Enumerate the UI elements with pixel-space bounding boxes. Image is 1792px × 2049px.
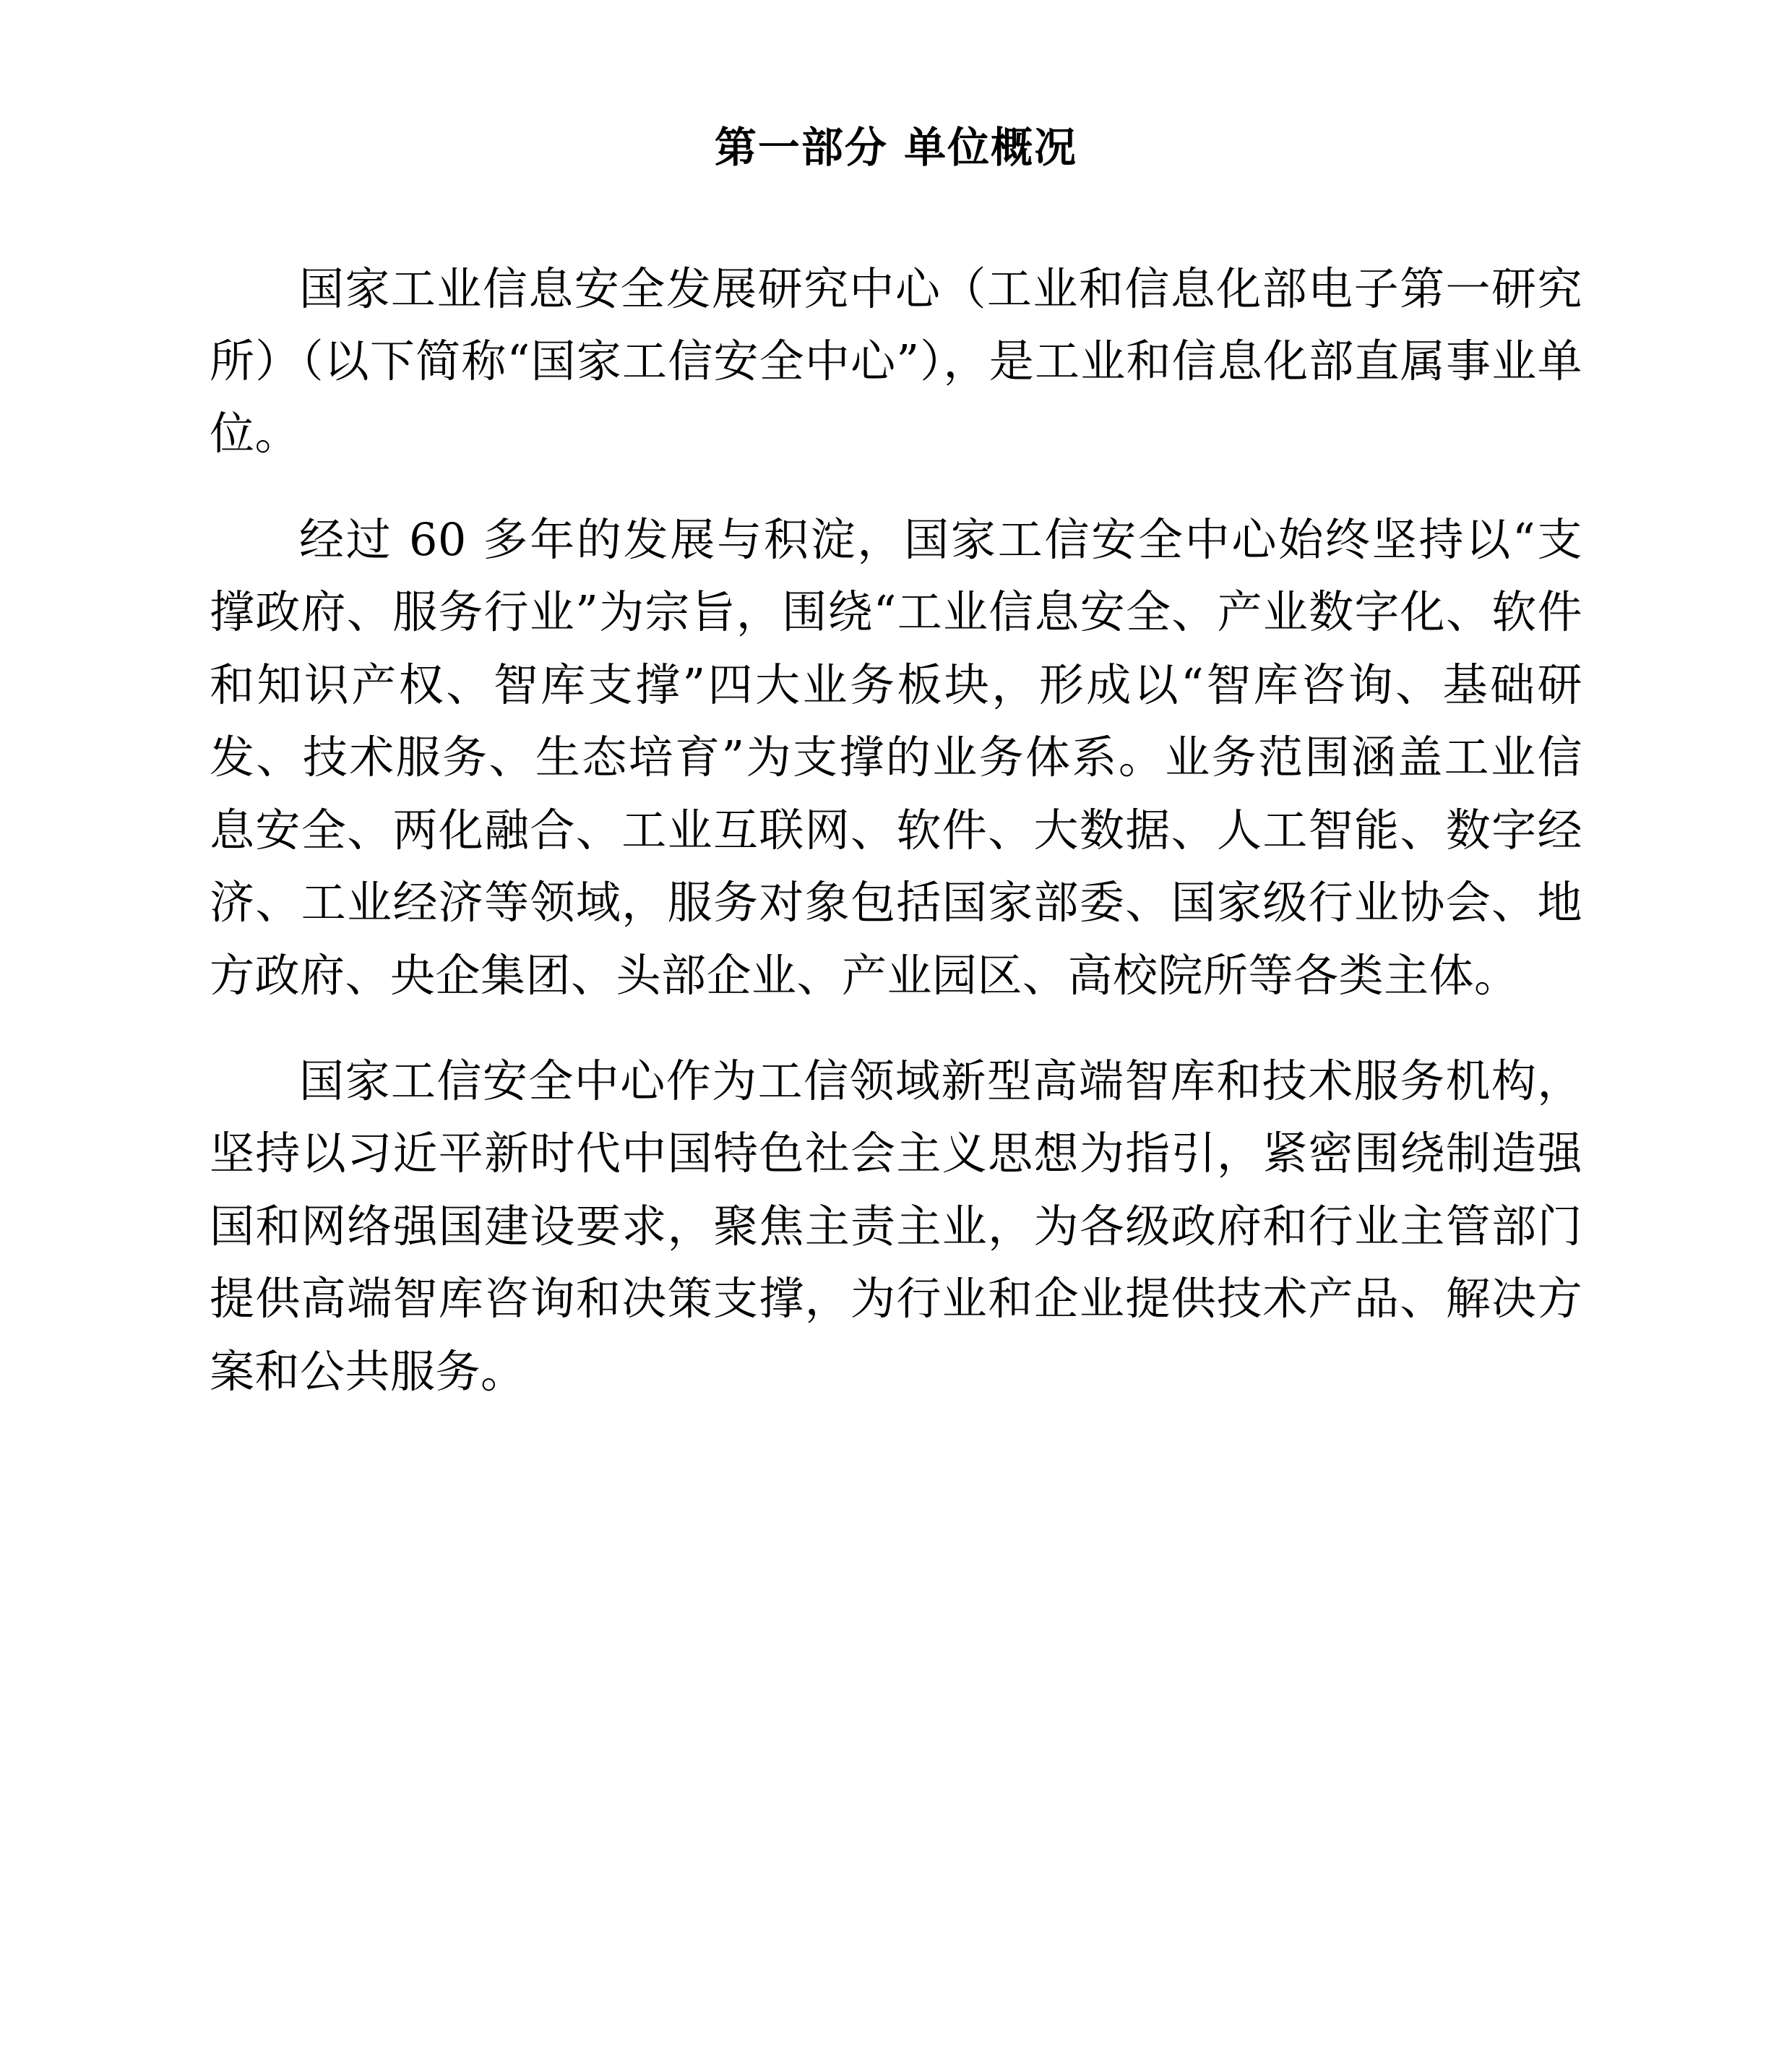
paragraph-organization-intro: 国家工业信息安全发展研究中心（工业和信息化部电子第一研究所）（以下简称“国家工信安全中心”），是工业和信息化部直属事业单位。 [210, 262, 1582, 460]
page-title: 第一部分 单位概况 [714, 123, 1078, 172]
document-body [210, 173, 1582, 1409]
paragraph-business-scope: 经过 60 多年的发展与积淀，国家工信安全中心始终坚持以“支撑政府、服务行业”为宗旨，围绕“工业信息安全、产业数字化、软件和知识产权、智库支撑”四大业务板块，形成以“智库咨询、基础研发、技术服务、生态培育”为支撑的业务体系。业务范围涵盖工业信息安全、两化融合、工业互联网、软件、大数据、人工智能、数字经济、工业经济等领域，服务对象包括国家部委、国家级行业协会、地方政府、央企集团、头部企业、产业园区、高校院所等各类主体。 [210, 512, 1582, 1002]
paragraph-mission: 国家工信安全中心作为工信领域新型高端智库和技术服务机构，坚持以习近平新时代中国特色社会主义思想为指引，紧密围绕制造强国和网络强国建设要求，聚焦主责主业，为各级政府和行业主管部门提供高端智库咨询和决策支撑，为行业和企业提供技术产品、解决方案和公共服务。 [210, 1054, 1582, 1398]
